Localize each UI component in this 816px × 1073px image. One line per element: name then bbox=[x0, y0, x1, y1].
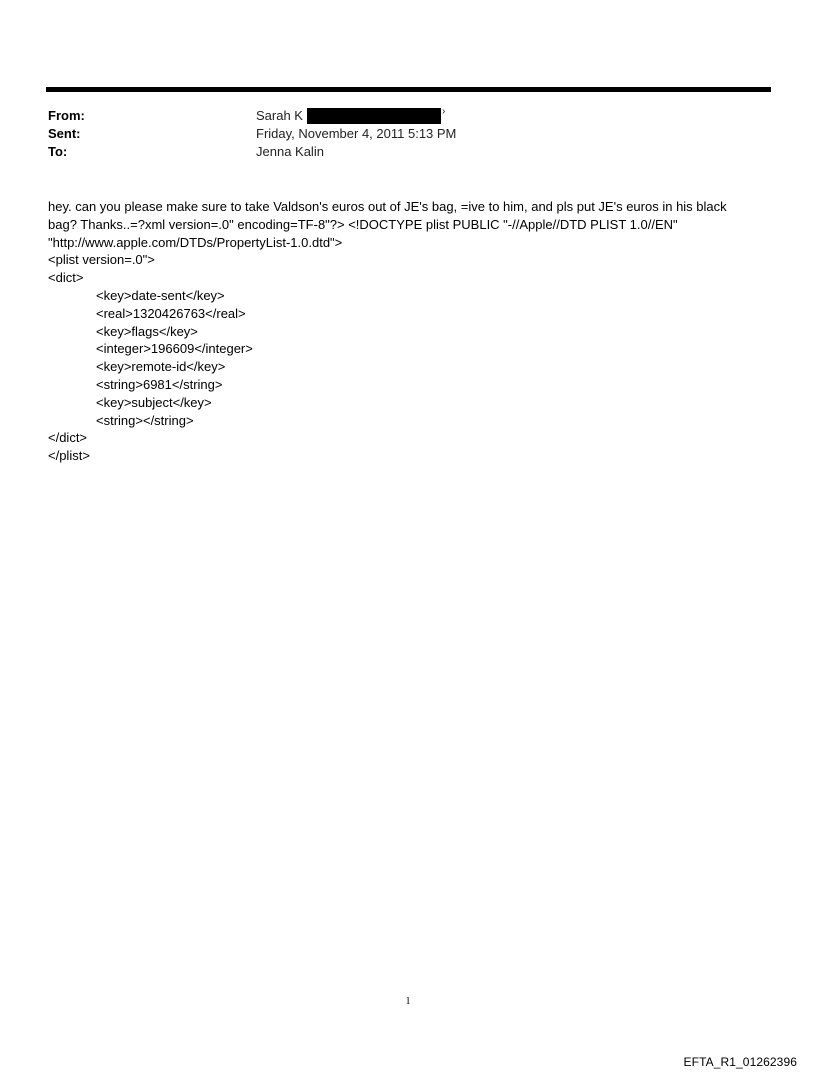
sent-row bbox=[48, 125, 748, 143]
page-number: 1 bbox=[405, 996, 411, 1007]
top-rule bbox=[46, 87, 771, 92]
body-line: <key>date-sent</key> bbox=[96, 287, 225, 303]
body-line: </plist> bbox=[48, 448, 90, 464]
body-line: <integer>196609</integer> bbox=[96, 341, 253, 357]
body-line: <key>flags</key> bbox=[96, 323, 198, 339]
redaction-block bbox=[307, 108, 441, 124]
to-value: Jenna Kalin bbox=[256, 144, 324, 159]
email-header bbox=[48, 107, 748, 161]
body-line: bag? Thanks..=?xml version=.0" encoding=TF-8"?> <!DOCTYPE plist PUBLIC "-//Apple//DTD PLIST 1.0//EN" bbox=[48, 216, 678, 232]
sent-label: Sent: bbox=[48, 126, 81, 141]
from-row bbox=[48, 107, 748, 125]
from-value: Sarah K bbox=[256, 108, 303, 123]
body-line: hey. can you please make sure to take Valdson's euros out of JE's bag, =ive to him, and pls put JE's euros in his black bbox=[48, 199, 727, 214]
email-body bbox=[48, 198, 748, 465]
body-line: </dict> bbox=[48, 430, 88, 446]
from-label: From: bbox=[48, 108, 85, 123]
body-line: <key>remote-id</key> bbox=[96, 359, 226, 375]
body-line: "http://www.apple.com/DTDs/PropertyList-1.0.dtd"> bbox=[48, 234, 343, 250]
body-line: <string>6981</string> bbox=[96, 376, 223, 392]
body-line: <key>subject</key> bbox=[96, 394, 212, 410]
from-value-tail: › bbox=[441, 106, 446, 117]
body-line: <dict> bbox=[48, 270, 84, 286]
to-row bbox=[48, 143, 748, 161]
sent-value: Friday, November 4, 2011 5:13 PM bbox=[256, 126, 457, 141]
to-label: To: bbox=[48, 144, 68, 159]
body-line: <string></string> bbox=[96, 412, 194, 428]
from-value-group bbox=[256, 107, 445, 125]
bates-number: EFTA_R1_01262396 bbox=[683, 1055, 797, 1069]
body-line: <real>1320426763</real> bbox=[96, 305, 246, 321]
body-line: <plist version=.0"> bbox=[48, 252, 155, 268]
